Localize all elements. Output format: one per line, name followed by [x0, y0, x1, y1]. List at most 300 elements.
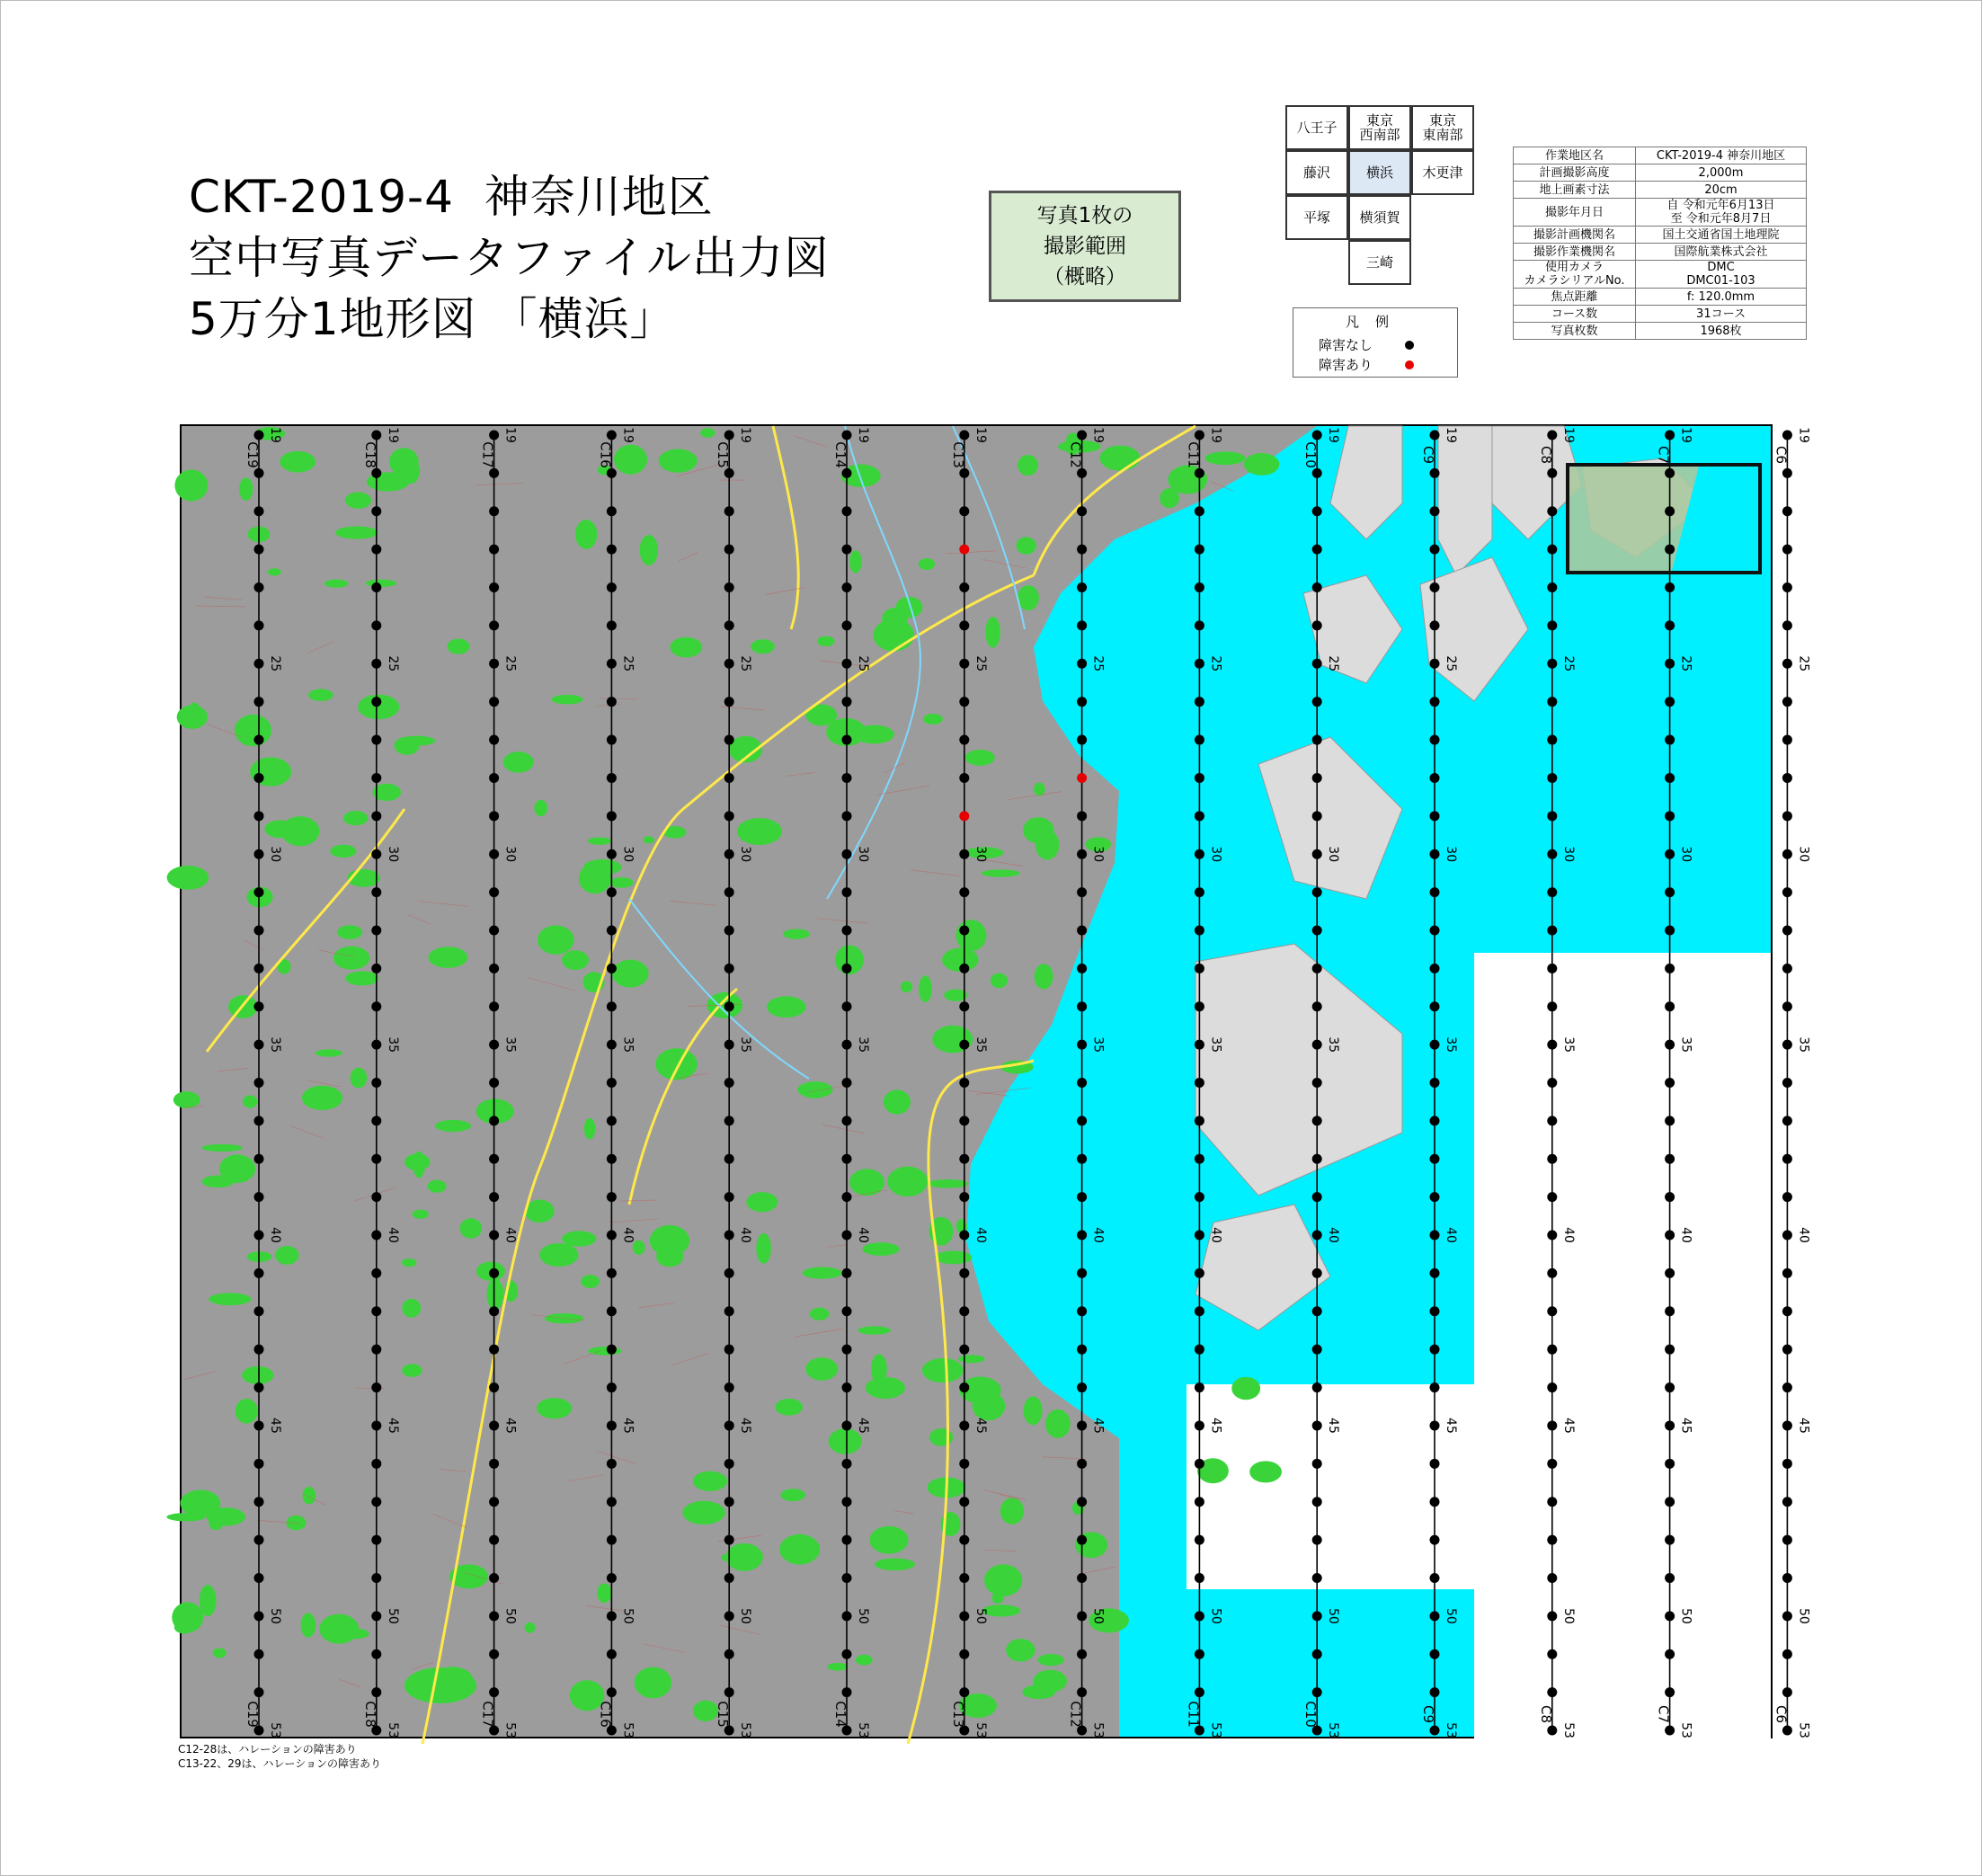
photo-point — [254, 620, 264, 630]
photo-point — [842, 964, 852, 974]
photo-point — [1782, 1192, 1792, 1202]
photo-point — [842, 431, 852, 440]
photo-point — [1195, 1535, 1204, 1545]
photo-point — [724, 925, 734, 935]
photo-number-label: 40 — [1208, 1227, 1223, 1243]
photo-point — [607, 582, 617, 592]
photo-point — [1195, 1001, 1204, 1011]
photo-point — [842, 773, 852, 783]
green-patch — [1160, 488, 1179, 508]
course-label: C7 — [1655, 445, 1672, 465]
photo-point — [842, 1231, 852, 1240]
info-key: 撮影作業機関名 — [1514, 244, 1636, 261]
photo-point — [1195, 849, 1204, 859]
green-patch — [342, 1629, 369, 1639]
photo-number-label: 53 — [1444, 1722, 1458, 1738]
photo-number-label: 30 — [1444, 846, 1458, 863]
course-label: C18 — [361, 441, 378, 468]
photo-point — [1665, 1078, 1675, 1088]
green-patch — [817, 636, 835, 646]
photo-point — [1430, 1192, 1440, 1202]
photo-point — [1195, 506, 1204, 516]
photo-point — [1430, 1001, 1440, 1011]
info-value: DMC DMC01-103 — [1636, 261, 1807, 289]
photo-point — [724, 431, 734, 440]
photo-point — [1430, 659, 1440, 669]
green-patch — [670, 637, 702, 658]
green-patch — [337, 925, 362, 939]
green-patch — [780, 1489, 805, 1501]
green-patch — [324, 580, 349, 588]
photo-number-label: 25 — [1678, 655, 1693, 672]
photo-number-label: 40 — [1326, 1227, 1341, 1243]
photo-point — [1195, 1611, 1204, 1621]
photo-point — [1077, 697, 1087, 707]
map-canvas — [182, 426, 1811, 1738]
photo-number-label: 30 — [502, 846, 518, 863]
info-key: 撮影年月日 — [1514, 199, 1636, 227]
green-patch — [413, 1210, 429, 1219]
green-patch — [746, 1192, 778, 1212]
photo-number-label: 35 — [620, 1036, 635, 1054]
photo-point — [724, 1154, 734, 1164]
photo-point — [1195, 773, 1204, 783]
photo-point — [1665, 964, 1675, 974]
photo-point — [254, 1001, 264, 1011]
photo-point — [1547, 468, 1557, 478]
green-patch — [562, 1231, 596, 1246]
photo-point — [724, 659, 734, 669]
photo-point — [1547, 545, 1557, 555]
photo-point — [1077, 659, 1087, 669]
photo-point — [724, 1420, 734, 1430]
photo-point — [607, 545, 617, 555]
photo-point — [724, 545, 734, 555]
photo-point — [1665, 1611, 1675, 1621]
photo-point — [724, 1192, 734, 1202]
photo-point — [1665, 773, 1675, 783]
photo-point — [1077, 1383, 1087, 1392]
photo-point — [842, 506, 852, 516]
photo-point — [724, 468, 734, 478]
photo-point — [1195, 620, 1204, 630]
green-patch — [640, 535, 658, 565]
photo-point — [959, 1040, 969, 1050]
photo-point — [1312, 1001, 1322, 1011]
photo-point — [1547, 1611, 1557, 1621]
photo-point — [1430, 1420, 1440, 1430]
photo-point — [1782, 811, 1792, 821]
course-label: C19 — [244, 441, 261, 468]
photo-point — [1312, 431, 1322, 440]
photo-point — [1665, 1687, 1675, 1697]
photo-number-label: 19 — [268, 427, 282, 443]
info-value: f: 120.0mm — [1636, 289, 1807, 306]
photo-point — [254, 811, 264, 821]
photo-point — [842, 1687, 852, 1697]
photo-number-label: 25 — [1208, 655, 1223, 672]
photo-number-label: 53 — [385, 1722, 400, 1738]
photo-point — [607, 1231, 617, 1240]
photo-point — [1430, 1497, 1440, 1507]
green-patch — [345, 492, 371, 509]
photo-point — [1312, 887, 1322, 897]
photo-point — [1195, 887, 1204, 897]
photo-point — [1077, 735, 1087, 745]
photo-number-label: 35 — [502, 1036, 518, 1054]
photo-point — [842, 545, 852, 555]
legend-title: 凡例 — [1345, 314, 1405, 330]
green-patch — [985, 617, 1000, 648]
photo-point — [1077, 1649, 1087, 1659]
green-patch — [612, 960, 649, 988]
green-patch — [202, 1176, 235, 1188]
photo-point — [1547, 1383, 1557, 1392]
photo-point — [1782, 1726, 1792, 1736]
photo-point — [1195, 1306, 1204, 1316]
photo-point — [1430, 582, 1440, 592]
photo-point — [959, 1573, 969, 1583]
photo-point — [489, 506, 499, 516]
green-patch — [856, 1655, 873, 1666]
photo-number-label: 45 — [1208, 1418, 1223, 1434]
photo-point — [489, 1497, 499, 1507]
photo-number-label: 19 — [856, 427, 870, 443]
green-patch — [213, 1648, 227, 1658]
photo-point — [371, 849, 381, 859]
photo-point — [1665, 1383, 1675, 1392]
photo-point — [1430, 964, 1440, 974]
green-patch — [581, 1275, 600, 1288]
info-value: 2,000m — [1636, 164, 1807, 182]
title-line-2: 空中写真データファイル出力図 — [189, 232, 830, 284]
green-patch — [428, 1180, 447, 1193]
photo-point — [1430, 1687, 1440, 1697]
photo-point — [489, 1649, 499, 1659]
photo-point — [371, 506, 381, 516]
photo-point — [1077, 1001, 1087, 1011]
green-patch — [435, 1120, 471, 1132]
green-patch — [1205, 451, 1246, 465]
photo-point — [371, 620, 381, 630]
photo-number-label: 35 — [268, 1036, 282, 1054]
photo-point — [254, 1268, 264, 1278]
photo-number-label: 25 — [973, 655, 988, 672]
photo-point — [1077, 964, 1087, 974]
photo-point — [1665, 1726, 1675, 1736]
photo-point — [1782, 735, 1792, 745]
photo-point — [1547, 1231, 1557, 1240]
photo-point — [489, 887, 499, 897]
photo-point — [371, 1192, 381, 1202]
green-patch — [172, 1602, 203, 1632]
photo-point — [959, 887, 969, 897]
photo-point — [254, 887, 264, 897]
photo-number-label: 25 — [268, 655, 282, 672]
photo-number-label: 53 — [1326, 1722, 1341, 1738]
photo-point — [724, 1611, 734, 1621]
green-patch — [537, 1398, 572, 1418]
info-row — [1514, 182, 1807, 199]
photo-point — [1312, 1231, 1322, 1240]
photo-point — [1547, 582, 1557, 592]
photo-point — [254, 1078, 264, 1088]
photo-point — [1665, 1154, 1675, 1164]
photo-point — [489, 659, 499, 669]
photo-point — [1547, 1192, 1557, 1202]
index-cell: 横須賀 — [1348, 195, 1411, 240]
green-patch — [487, 1278, 504, 1310]
green-patch — [1244, 453, 1279, 476]
photo-number-label: 53 — [1208, 1722, 1223, 1738]
photo-point — [842, 887, 852, 897]
course-label: C14 — [832, 441, 849, 468]
photo-number-label: 19 — [1090, 427, 1106, 443]
photo-point — [1430, 431, 1440, 440]
photo-number-label: 50 — [385, 1607, 400, 1624]
photo-number-label: 25 — [1560, 655, 1576, 672]
photo-point — [607, 811, 617, 821]
green-patch — [173, 1091, 200, 1108]
green-patch — [1100, 446, 1141, 471]
photo-point — [959, 659, 969, 669]
info-value: CKT-2019-4 神奈川地区 — [1636, 147, 1807, 164]
photo-point — [1665, 735, 1675, 745]
photo-point — [724, 620, 734, 630]
photo-point — [607, 1268, 617, 1278]
photo-point — [1195, 659, 1204, 669]
photo-number-label: 19 — [1326, 427, 1341, 443]
photo-point — [1547, 811, 1557, 821]
photo-point — [1077, 431, 1087, 440]
photo-point — [1547, 1040, 1557, 1050]
photo-point — [959, 1231, 969, 1240]
photo-number-label: 50 — [1796, 1607, 1811, 1624]
photo-point — [1195, 1268, 1204, 1278]
photo-point — [842, 659, 852, 669]
photo-number-label: 45 — [268, 1418, 282, 1434]
photo-point — [1547, 1497, 1557, 1507]
photo-point — [724, 1268, 734, 1278]
coverage-line-1: 写真1枚の — [1036, 204, 1133, 227]
photo-number-label: 19 — [1208, 427, 1223, 443]
photo-point — [1195, 1573, 1204, 1583]
photo-point — [1782, 887, 1792, 897]
photo-point — [842, 811, 852, 821]
photo-point — [842, 1192, 852, 1202]
photo-point — [254, 1459, 264, 1469]
info-row — [1514, 289, 1807, 306]
green-patch — [316, 1049, 342, 1056]
photo-number-label: 35 — [1090, 1036, 1106, 1054]
green-patch — [243, 1095, 257, 1107]
photo-point — [1430, 925, 1440, 935]
photo-number-label: 25 — [856, 655, 870, 672]
photo-point — [1430, 697, 1440, 707]
photo-point — [1665, 1268, 1675, 1278]
photo-point — [371, 1611, 381, 1621]
photo-point — [1077, 849, 1087, 859]
photo-point — [371, 1573, 381, 1583]
photo-point — [1195, 735, 1204, 745]
green-patch — [1018, 585, 1039, 610]
photo-point — [1782, 1231, 1792, 1240]
photo-point — [1312, 1420, 1322, 1430]
green-patch — [562, 950, 589, 970]
green-patch — [343, 811, 368, 825]
photo-number-label: 45 — [973, 1418, 988, 1434]
photo-point — [254, 1306, 264, 1316]
photo-point — [254, 1040, 264, 1050]
photo-point — [1430, 1459, 1440, 1469]
photo-point — [254, 1649, 264, 1659]
photo-point — [607, 1345, 617, 1355]
photo-point — [1665, 811, 1675, 821]
photo-number-label: 53 — [268, 1722, 282, 1738]
photo-point — [1782, 697, 1792, 707]
photo-point — [842, 1497, 852, 1507]
photo-point — [1312, 468, 1322, 478]
green-patch — [552, 695, 583, 705]
photo-point — [1430, 773, 1440, 783]
photo-point — [1665, 1040, 1675, 1050]
photo-point — [607, 697, 617, 707]
coverage-line-3: （概略） — [1044, 265, 1126, 289]
photo-point — [959, 620, 969, 630]
photo-point — [489, 1573, 499, 1583]
photo-point — [607, 1383, 617, 1392]
photo-point — [1077, 1535, 1087, 1545]
photo-point — [1547, 620, 1557, 630]
photo-point — [371, 697, 381, 707]
photo-point — [254, 849, 264, 859]
photo-point — [371, 1268, 381, 1278]
photo-point — [489, 1078, 499, 1088]
photo-point — [1312, 1154, 1322, 1164]
photo-number-label: 50 — [502, 1607, 518, 1624]
photo-point — [1665, 1116, 1675, 1125]
photo-point — [1547, 925, 1557, 935]
photo-point — [1312, 1345, 1322, 1355]
photo-number-label: 30 — [856, 846, 870, 863]
green-patch — [189, 703, 200, 721]
photo-point — [254, 1687, 264, 1697]
course-label: C12 — [1067, 441, 1084, 468]
photo-point — [607, 735, 617, 745]
photo-point — [1782, 1078, 1792, 1088]
photo-point — [1547, 1001, 1557, 1011]
green-patch — [534, 800, 547, 816]
photo-number-label: 19 — [973, 427, 988, 443]
photo-point — [1430, 1573, 1440, 1583]
photo-point — [959, 1001, 969, 1011]
course-label: C7 — [1655, 1704, 1672, 1724]
photo-point — [489, 431, 499, 440]
course-label: C17 — [479, 441, 496, 468]
photo-point — [724, 1345, 734, 1355]
photo-point — [724, 887, 734, 897]
coverage-line-2: 撮影範囲 — [1044, 235, 1126, 258]
photo-number-label: 35 — [973, 1036, 988, 1054]
photo-point — [959, 1649, 969, 1659]
green-patch — [1038, 1654, 1064, 1666]
photo-point — [254, 964, 264, 974]
photo-point — [254, 1231, 264, 1240]
topographic-map — [180, 424, 1811, 1738]
photo-point — [254, 468, 264, 478]
photo-number-label: 45 — [1678, 1418, 1693, 1434]
photo-point — [1665, 1001, 1675, 1011]
photo-number-label: 45 — [385, 1418, 400, 1434]
green-patch — [700, 428, 715, 437]
photo-number-label: 40 — [856, 1227, 870, 1243]
photo-point — [254, 506, 264, 516]
green-patch — [1023, 817, 1053, 843]
note-1: C12-28は、ハレーションの障害あり — [178, 1743, 357, 1756]
course-label: C9 — [1420, 445, 1436, 465]
green-patch — [1045, 1409, 1071, 1438]
photo-number-label: 40 — [502, 1227, 518, 1243]
green-patch — [1018, 455, 1038, 476]
photo-point — [842, 1535, 852, 1545]
photo-point — [1312, 1116, 1322, 1125]
green-patch — [659, 449, 698, 473]
photo-number-label: 53 — [1090, 1722, 1106, 1738]
photo-point — [1782, 468, 1792, 478]
photo-point — [1547, 1078, 1557, 1088]
photo-point — [1312, 1040, 1322, 1050]
photo-point — [1312, 1687, 1322, 1697]
green-patch — [884, 1089, 911, 1114]
photo-point — [959, 773, 969, 783]
photo-point — [842, 1154, 852, 1164]
photo-point — [607, 659, 617, 669]
photo-point — [1312, 964, 1322, 974]
green-patch — [503, 751, 534, 772]
course-label: C11 — [1185, 1701, 1202, 1728]
photo-point — [959, 582, 969, 592]
course-label: C12 — [1067, 1701, 1084, 1728]
photo-point — [959, 735, 969, 745]
photo-point — [1547, 659, 1557, 669]
photo-point — [959, 1497, 969, 1507]
course-label: C15 — [715, 441, 732, 468]
photo-point — [1782, 1268, 1792, 1278]
photo-point — [1665, 659, 1675, 669]
photo-point — [1195, 1459, 1204, 1469]
green-patch — [655, 1048, 697, 1080]
info-key: 焦点距離 — [1514, 289, 1636, 306]
photo-point — [607, 1535, 617, 1545]
photo-point — [254, 1192, 264, 1202]
photo-point — [1547, 1726, 1557, 1736]
photo-number-label: 25 — [1090, 655, 1106, 672]
info-key: 写真枚数 — [1514, 323, 1636, 340]
photo-point — [842, 1459, 852, 1469]
index-cell: 藤沢 — [1285, 150, 1348, 195]
photo-point — [1547, 1345, 1557, 1355]
photo-number-label: 40 — [1090, 1227, 1106, 1243]
photo-coverage-box — [989, 191, 1181, 302]
photo-point — [1430, 1154, 1440, 1164]
photo-point — [1547, 964, 1557, 974]
green-patch — [264, 820, 295, 838]
photo-point — [1547, 1459, 1557, 1469]
photo-point — [371, 582, 381, 592]
green-patch — [236, 1399, 258, 1424]
photo-point — [842, 468, 852, 478]
photo-point — [1312, 1459, 1322, 1469]
